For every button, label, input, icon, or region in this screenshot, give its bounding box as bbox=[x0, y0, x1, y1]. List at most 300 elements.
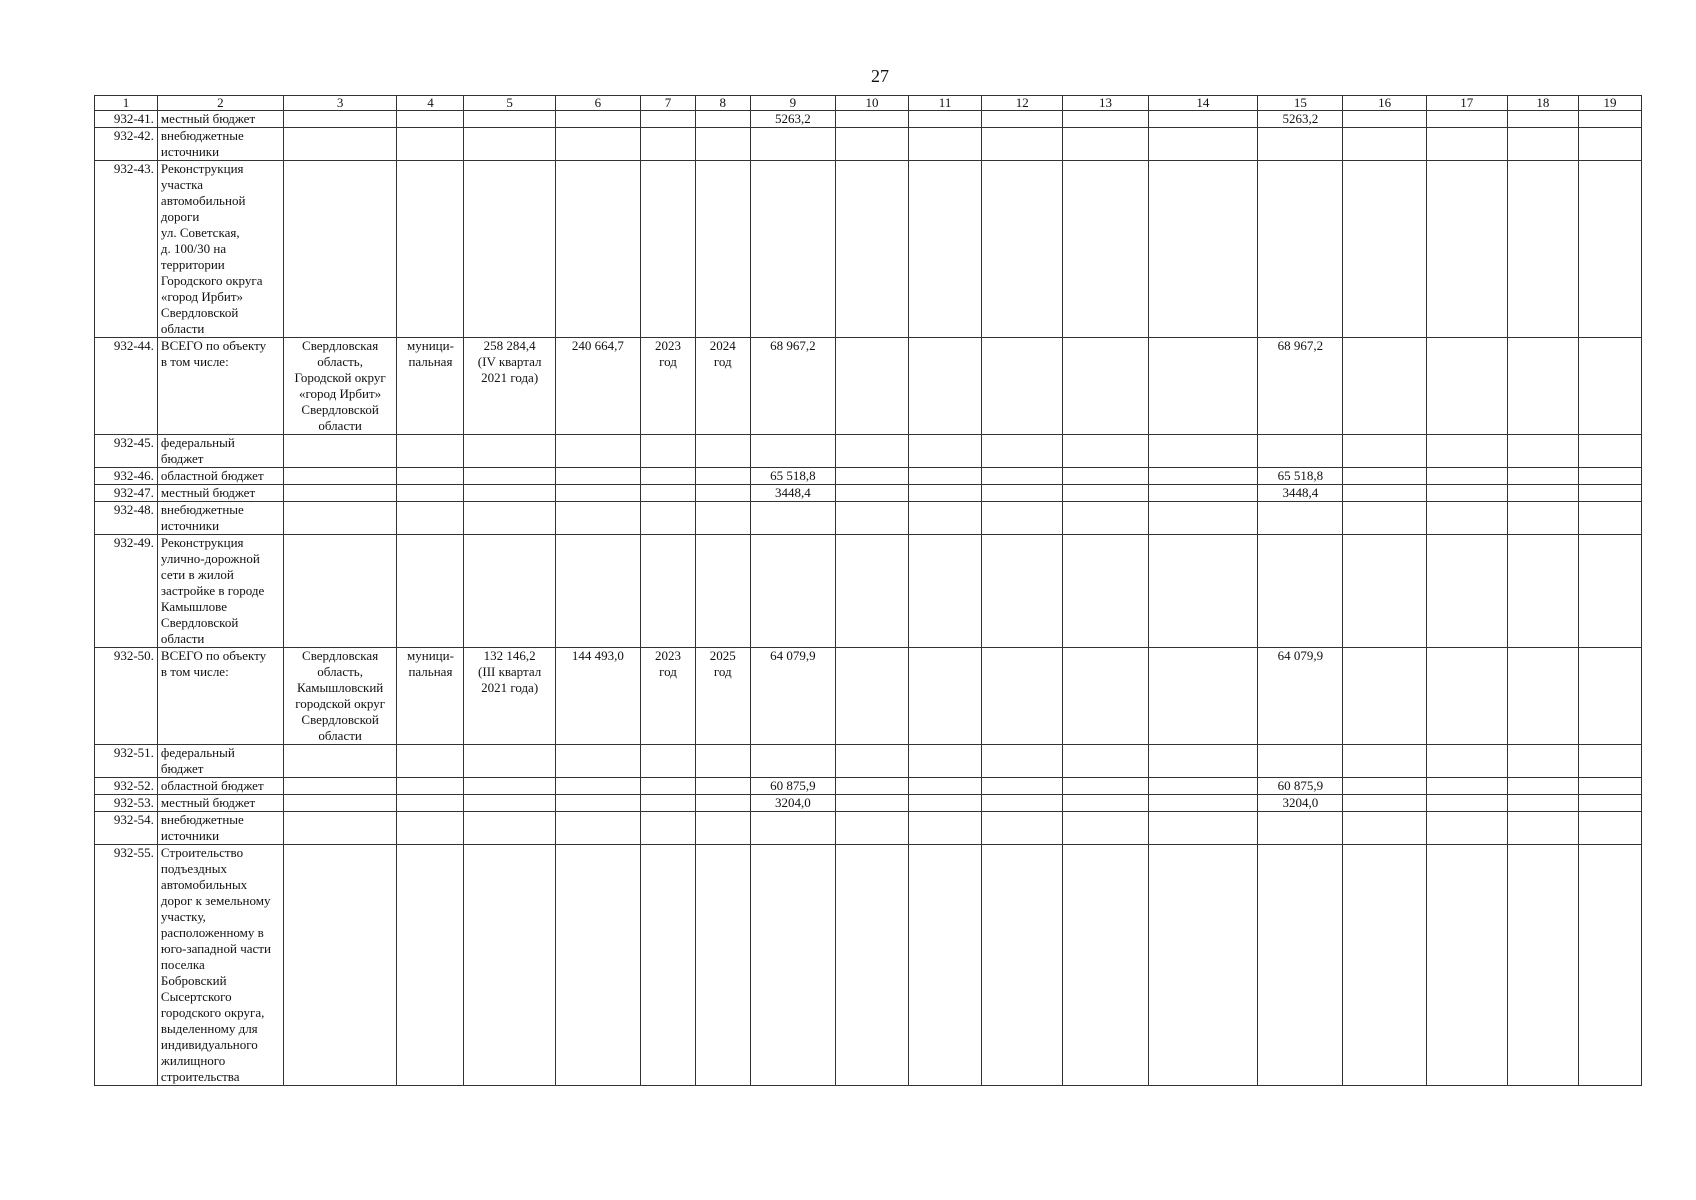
cell-col-6 bbox=[555, 812, 640, 845]
cell-col-6 bbox=[555, 468, 640, 485]
cell-col-19 bbox=[1578, 535, 1641, 648]
cell-col-6 bbox=[555, 535, 640, 648]
cell-col-7 bbox=[641, 795, 696, 812]
cell-col-10 bbox=[835, 468, 908, 485]
column-header-10: 10 bbox=[835, 96, 908, 111]
cell-col-6 bbox=[555, 128, 640, 161]
cell-col-3 bbox=[283, 778, 397, 795]
cell-col-15 bbox=[1258, 812, 1343, 845]
cell-col-3 bbox=[283, 128, 397, 161]
cell-col-19 bbox=[1578, 128, 1641, 161]
cell-col-15 bbox=[1258, 845, 1343, 1086]
cell-col-18 bbox=[1507, 468, 1578, 485]
cell-col-17 bbox=[1426, 648, 1507, 745]
cell-col-17 bbox=[1426, 338, 1507, 435]
cell-col-10 bbox=[835, 795, 908, 812]
cell-col-12 bbox=[982, 845, 1063, 1086]
cell-col-18 bbox=[1507, 778, 1578, 795]
cell-col-4 bbox=[397, 778, 464, 795]
cell-col-4 bbox=[397, 468, 464, 485]
table-row bbox=[95, 795, 1642, 812]
table-row bbox=[95, 468, 1642, 485]
cell-col-13 bbox=[1063, 485, 1148, 502]
cell-col-14 bbox=[1148, 812, 1258, 845]
cell-col-19 bbox=[1578, 111, 1641, 128]
column-header-15: 15 bbox=[1258, 96, 1343, 111]
cell-col-17 bbox=[1426, 795, 1507, 812]
cell-col-10 bbox=[835, 502, 908, 535]
cell-col-16 bbox=[1343, 338, 1426, 435]
cell-col-13 bbox=[1063, 745, 1148, 778]
cell-col-12 bbox=[982, 468, 1063, 485]
cell-col-12 bbox=[982, 812, 1063, 845]
cell-col-1: 932-41. bbox=[95, 111, 158, 128]
cell-col-7 bbox=[641, 812, 696, 845]
cell-col-14 bbox=[1148, 435, 1258, 468]
cell-col-17 bbox=[1426, 812, 1507, 845]
cell-col-1: 932-49. bbox=[95, 535, 158, 648]
cell-col-9: 60 875,9 bbox=[750, 778, 835, 795]
cell-col-11 bbox=[909, 502, 982, 535]
cell-col-6 bbox=[555, 502, 640, 535]
cell-col-17 bbox=[1426, 128, 1507, 161]
cell-col-12 bbox=[982, 535, 1063, 648]
cell-col-4 bbox=[397, 435, 464, 468]
table-row bbox=[95, 502, 1642, 535]
cell-col-19 bbox=[1578, 435, 1641, 468]
cell-col-8 bbox=[695, 812, 750, 845]
cell-col-18 bbox=[1507, 795, 1578, 812]
cell-col-11 bbox=[909, 161, 982, 338]
cell-col-15: 3204,0 bbox=[1258, 795, 1343, 812]
cell-col-18 bbox=[1507, 128, 1578, 161]
cell-col-3 bbox=[283, 435, 397, 468]
cell-col-19 bbox=[1578, 812, 1641, 845]
cell-col-12 bbox=[982, 795, 1063, 812]
cell-col-2: внебюджетные источники bbox=[157, 128, 283, 161]
cell-col-13 bbox=[1063, 795, 1148, 812]
cell-col-12 bbox=[982, 161, 1063, 338]
column-header-6: 6 bbox=[555, 96, 640, 111]
cell-col-1: 932-43. bbox=[95, 161, 158, 338]
cell-col-9 bbox=[750, 502, 835, 535]
cell-col-16 bbox=[1343, 745, 1426, 778]
cell-col-7 bbox=[641, 435, 696, 468]
cell-col-17 bbox=[1426, 778, 1507, 795]
cell-col-18 bbox=[1507, 111, 1578, 128]
table-row bbox=[95, 435, 1642, 468]
column-header-8: 8 bbox=[695, 96, 750, 111]
cell-col-1: 932-55. bbox=[95, 845, 158, 1086]
cell-col-8 bbox=[695, 845, 750, 1086]
cell-col-3 bbox=[283, 845, 397, 1086]
cell-col-5: 132 146,2 (III квартал 2021 года) bbox=[464, 648, 555, 745]
cell-col-8 bbox=[695, 161, 750, 338]
cell-col-10 bbox=[835, 845, 908, 1086]
cell-col-12 bbox=[982, 338, 1063, 435]
cell-col-12 bbox=[982, 111, 1063, 128]
cell-col-15 bbox=[1258, 435, 1343, 468]
cell-col-19 bbox=[1578, 648, 1641, 745]
cell-col-5 bbox=[464, 745, 555, 778]
cell-col-10 bbox=[835, 338, 908, 435]
cell-col-2: федеральный бюджет bbox=[157, 745, 283, 778]
cell-col-19 bbox=[1578, 468, 1641, 485]
cell-col-2: местный бюджет bbox=[157, 111, 283, 128]
cell-col-5 bbox=[464, 435, 555, 468]
cell-col-18 bbox=[1507, 161, 1578, 338]
cell-col-1: 932-50. bbox=[95, 648, 158, 745]
table-row bbox=[95, 778, 1642, 795]
cell-col-5 bbox=[464, 812, 555, 845]
cell-col-19 bbox=[1578, 161, 1641, 338]
cell-col-4 bbox=[397, 111, 464, 128]
cell-col-4 bbox=[397, 485, 464, 502]
column-header-14: 14 bbox=[1148, 96, 1258, 111]
cell-col-8 bbox=[695, 502, 750, 535]
cell-col-9 bbox=[750, 845, 835, 1086]
cell-col-7 bbox=[641, 845, 696, 1086]
cell-col-6 bbox=[555, 745, 640, 778]
table-row bbox=[95, 485, 1642, 502]
cell-col-15 bbox=[1258, 161, 1343, 338]
cell-col-14 bbox=[1148, 161, 1258, 338]
page-number: 27 bbox=[871, 66, 889, 86]
cell-col-9 bbox=[750, 161, 835, 338]
cell-col-15: 5263,2 bbox=[1258, 111, 1343, 128]
cell-col-2: местный бюджет bbox=[157, 795, 283, 812]
cell-col-5 bbox=[464, 778, 555, 795]
cell-col-10 bbox=[835, 435, 908, 468]
cell-col-5 bbox=[464, 485, 555, 502]
cell-col-12 bbox=[982, 435, 1063, 468]
cell-col-16 bbox=[1343, 485, 1426, 502]
cell-col-13 bbox=[1063, 812, 1148, 845]
cell-col-5 bbox=[464, 111, 555, 128]
cell-col-2: внебюджетные источники bbox=[157, 812, 283, 845]
cell-col-15: 65 518,8 bbox=[1258, 468, 1343, 485]
cell-col-18 bbox=[1507, 845, 1578, 1086]
cell-col-18 bbox=[1507, 485, 1578, 502]
cell-col-5: 258 284,4 (IV квартал 2021 года) bbox=[464, 338, 555, 435]
cell-col-2: Реконструкция участка автомобильной дороги ул. Советская, д. 100/30 на территории Городского округа «город Ирбит» Свердловской области bbox=[157, 161, 283, 338]
cell-col-10 bbox=[835, 812, 908, 845]
cell-col-13 bbox=[1063, 535, 1148, 648]
cell-col-11 bbox=[909, 778, 982, 795]
cell-col-14 bbox=[1148, 745, 1258, 778]
cell-col-9 bbox=[750, 128, 835, 161]
column-header-7: 7 bbox=[641, 96, 696, 111]
cell-col-16 bbox=[1343, 161, 1426, 338]
cell-col-14 bbox=[1148, 648, 1258, 745]
cell-col-5 bbox=[464, 795, 555, 812]
cell-col-13 bbox=[1063, 111, 1148, 128]
column-header-13: 13 bbox=[1063, 96, 1148, 111]
cell-col-9 bbox=[750, 535, 835, 648]
cell-col-9: 5263,2 bbox=[750, 111, 835, 128]
cell-col-19 bbox=[1578, 778, 1641, 795]
cell-col-19 bbox=[1578, 845, 1641, 1086]
cell-col-16 bbox=[1343, 111, 1426, 128]
cell-col-1: 932-46. bbox=[95, 468, 158, 485]
cell-col-2: областной бюджет bbox=[157, 778, 283, 795]
cell-col-7 bbox=[641, 111, 696, 128]
cell-col-5 bbox=[464, 845, 555, 1086]
cell-col-7 bbox=[641, 128, 696, 161]
cell-col-16 bbox=[1343, 795, 1426, 812]
cell-col-10 bbox=[835, 778, 908, 795]
cell-col-5 bbox=[464, 468, 555, 485]
cell-col-17 bbox=[1426, 111, 1507, 128]
cell-col-1: 932-48. bbox=[95, 502, 158, 535]
cell-col-10 bbox=[835, 745, 908, 778]
cell-col-9 bbox=[750, 435, 835, 468]
column-header-2: 2 bbox=[157, 96, 283, 111]
cell-col-18 bbox=[1507, 502, 1578, 535]
cell-col-12 bbox=[982, 648, 1063, 745]
column-header-3: 3 bbox=[283, 96, 397, 111]
column-header-19: 19 bbox=[1578, 96, 1641, 111]
cell-col-12 bbox=[982, 745, 1063, 778]
cell-col-17 bbox=[1426, 745, 1507, 778]
cell-col-3 bbox=[283, 745, 397, 778]
cell-col-10 bbox=[835, 128, 908, 161]
cell-col-6 bbox=[555, 485, 640, 502]
cell-col-7 bbox=[641, 502, 696, 535]
cell-col-16 bbox=[1343, 535, 1426, 648]
cell-col-8 bbox=[695, 468, 750, 485]
cell-col-3 bbox=[283, 111, 397, 128]
cell-col-14 bbox=[1148, 502, 1258, 535]
cell-col-6: 240 664,7 bbox=[555, 338, 640, 435]
cell-col-4 bbox=[397, 535, 464, 648]
cell-col-11 bbox=[909, 745, 982, 778]
cell-col-11 bbox=[909, 535, 982, 648]
cell-col-8: 2024 год bbox=[695, 338, 750, 435]
cell-col-7 bbox=[641, 468, 696, 485]
cell-col-2: ВСЕГО по объекту в том числе: bbox=[157, 338, 283, 435]
cell-col-18 bbox=[1507, 535, 1578, 648]
cell-col-6 bbox=[555, 845, 640, 1086]
cell-col-17 bbox=[1426, 485, 1507, 502]
cell-col-13 bbox=[1063, 161, 1148, 338]
cell-col-4 bbox=[397, 161, 464, 338]
cell-col-13 bbox=[1063, 435, 1148, 468]
cell-col-13 bbox=[1063, 128, 1148, 161]
cell-col-5 bbox=[464, 502, 555, 535]
cell-col-3 bbox=[283, 161, 397, 338]
cell-col-15: 64 079,9 bbox=[1258, 648, 1343, 745]
cell-col-8 bbox=[695, 535, 750, 648]
cell-col-11 bbox=[909, 845, 982, 1086]
cell-col-16 bbox=[1343, 845, 1426, 1086]
cell-col-11 bbox=[909, 485, 982, 502]
cell-col-15 bbox=[1258, 502, 1343, 535]
column-header-16: 16 bbox=[1343, 96, 1426, 111]
cell-col-18 bbox=[1507, 812, 1578, 845]
cell-col-1: 932-52. bbox=[95, 778, 158, 795]
cell-col-10 bbox=[835, 485, 908, 502]
cell-col-18 bbox=[1507, 435, 1578, 468]
cell-col-14 bbox=[1148, 338, 1258, 435]
cell-col-15: 3448,4 bbox=[1258, 485, 1343, 502]
cell-col-11 bbox=[909, 111, 982, 128]
cell-col-10 bbox=[835, 111, 908, 128]
cell-col-16 bbox=[1343, 502, 1426, 535]
table-row bbox=[95, 648, 1642, 745]
cell-col-15: 68 967,2 bbox=[1258, 338, 1343, 435]
column-header-17: 17 bbox=[1426, 96, 1507, 111]
cell-col-16 bbox=[1343, 128, 1426, 161]
cell-col-9 bbox=[750, 745, 835, 778]
table-row bbox=[95, 845, 1642, 1086]
cell-col-18 bbox=[1507, 745, 1578, 778]
cell-col-14 bbox=[1148, 468, 1258, 485]
cell-col-7 bbox=[641, 161, 696, 338]
cell-col-2: внебюджетные источники bbox=[157, 502, 283, 535]
cell-col-16 bbox=[1343, 648, 1426, 745]
cell-col-1: 932-42. bbox=[95, 128, 158, 161]
cell-col-1: 932-47. bbox=[95, 485, 158, 502]
cell-col-4 bbox=[397, 745, 464, 778]
cell-col-6 bbox=[555, 161, 640, 338]
cell-col-14 bbox=[1148, 535, 1258, 648]
cell-col-16 bbox=[1343, 468, 1426, 485]
cell-col-1: 932-45. bbox=[95, 435, 158, 468]
cell-col-10 bbox=[835, 161, 908, 338]
cell-col-2: федеральный бюджет bbox=[157, 435, 283, 468]
cell-col-5 bbox=[464, 535, 555, 648]
column-header-5: 5 bbox=[464, 96, 555, 111]
cell-col-6 bbox=[555, 111, 640, 128]
cell-col-19 bbox=[1578, 502, 1641, 535]
column-header-1: 1 bbox=[95, 96, 158, 111]
table-row bbox=[95, 111, 1642, 128]
cell-col-17 bbox=[1426, 161, 1507, 338]
cell-col-3 bbox=[283, 485, 397, 502]
cell-col-14 bbox=[1148, 778, 1258, 795]
cell-col-1: 932-53. bbox=[95, 795, 158, 812]
cell-col-2: ВСЕГО по объекту в том числе: bbox=[157, 648, 283, 745]
cell-col-9: 64 079,9 bbox=[750, 648, 835, 745]
cell-col-12 bbox=[982, 485, 1063, 502]
cell-col-17 bbox=[1426, 435, 1507, 468]
cell-col-13 bbox=[1063, 778, 1148, 795]
cell-col-16 bbox=[1343, 812, 1426, 845]
table-body bbox=[95, 96, 1642, 1086]
cell-col-8 bbox=[695, 128, 750, 161]
cell-col-13 bbox=[1063, 502, 1148, 535]
cell-col-11 bbox=[909, 338, 982, 435]
cell-col-6 bbox=[555, 778, 640, 795]
cell-col-11 bbox=[909, 648, 982, 745]
cell-col-1: 932-51. bbox=[95, 745, 158, 778]
cell-col-9: 3448,4 bbox=[750, 485, 835, 502]
cell-col-14 bbox=[1148, 845, 1258, 1086]
cell-col-3 bbox=[283, 468, 397, 485]
cell-col-10 bbox=[835, 648, 908, 745]
table-row bbox=[95, 161, 1642, 338]
cell-col-3: Свердловская область, Камышловский городской округ Свердловской области bbox=[283, 648, 397, 745]
cell-col-2: местный бюджет bbox=[157, 485, 283, 502]
cell-col-7 bbox=[641, 535, 696, 648]
column-header-4: 4 bbox=[397, 96, 464, 111]
table-row bbox=[95, 535, 1642, 648]
cell-col-13 bbox=[1063, 648, 1148, 745]
cell-col-10 bbox=[835, 535, 908, 648]
cell-col-7 bbox=[641, 485, 696, 502]
cell-col-4: муници- пальная bbox=[397, 648, 464, 745]
cell-col-7 bbox=[641, 778, 696, 795]
cell-col-2: Реконструкция улично-дорожной сети в жилой застройке в городе Камышлове Свердловской области bbox=[157, 535, 283, 648]
cell-col-18 bbox=[1507, 338, 1578, 435]
cell-col-11 bbox=[909, 435, 982, 468]
cell-col-2: областной бюджет bbox=[157, 468, 283, 485]
cell-col-5 bbox=[464, 128, 555, 161]
cell-col-11 bbox=[909, 812, 982, 845]
cell-col-4 bbox=[397, 502, 464, 535]
cell-col-19 bbox=[1578, 338, 1641, 435]
cell-col-15 bbox=[1258, 535, 1343, 648]
cell-col-15: 60 875,9 bbox=[1258, 778, 1343, 795]
cell-col-4 bbox=[397, 795, 464, 812]
table-row bbox=[95, 128, 1642, 161]
cell-col-4 bbox=[397, 128, 464, 161]
cell-col-6: 144 493,0 bbox=[555, 648, 640, 745]
cell-col-3 bbox=[283, 535, 397, 648]
table-row bbox=[95, 745, 1642, 778]
cell-col-9: 68 967,2 bbox=[750, 338, 835, 435]
cell-col-12 bbox=[982, 502, 1063, 535]
cell-col-9 bbox=[750, 812, 835, 845]
cell-col-7: 2023 год bbox=[641, 338, 696, 435]
cell-col-15 bbox=[1258, 128, 1343, 161]
cell-col-9: 3204,0 bbox=[750, 795, 835, 812]
cell-col-1: 932-54. bbox=[95, 812, 158, 845]
cell-col-12 bbox=[982, 778, 1063, 795]
cell-col-6 bbox=[555, 795, 640, 812]
cell-col-9: 65 518,8 bbox=[750, 468, 835, 485]
cell-col-16 bbox=[1343, 435, 1426, 468]
cell-col-13 bbox=[1063, 845, 1148, 1086]
cell-col-14 bbox=[1148, 128, 1258, 161]
column-header-18: 18 bbox=[1507, 96, 1578, 111]
cell-col-4 bbox=[397, 845, 464, 1086]
column-header-11: 11 bbox=[909, 96, 982, 111]
table-row bbox=[95, 812, 1642, 845]
cell-col-2: Строительство подъездных автомобильных дорог к земельному участку, расположенному в юго-западной части поселка Бобровский Сысертского городского округа, выделенному для индивидуального жилищного строительства bbox=[157, 845, 283, 1086]
column-header-9: 9 bbox=[750, 96, 835, 111]
budget-table bbox=[94, 95, 1642, 1086]
cell-col-11 bbox=[909, 128, 982, 161]
cell-col-1: 932-44. bbox=[95, 338, 158, 435]
cell-col-4 bbox=[397, 812, 464, 845]
cell-col-18 bbox=[1507, 648, 1578, 745]
cell-col-8 bbox=[695, 485, 750, 502]
cell-col-3 bbox=[283, 812, 397, 845]
cell-col-4: муници- пальная bbox=[397, 338, 464, 435]
column-header-12: 12 bbox=[982, 96, 1063, 111]
cell-col-8: 2025 год bbox=[695, 648, 750, 745]
column-number-header bbox=[95, 96, 1642, 111]
cell-col-7: 2023 год bbox=[641, 648, 696, 745]
cell-col-8 bbox=[695, 111, 750, 128]
cell-col-7 bbox=[641, 745, 696, 778]
cell-col-3: Свердловская область, Городской округ «город Ирбит» Свердловской области bbox=[283, 338, 397, 435]
cell-col-11 bbox=[909, 795, 982, 812]
cell-col-19 bbox=[1578, 745, 1641, 778]
cell-col-17 bbox=[1426, 468, 1507, 485]
